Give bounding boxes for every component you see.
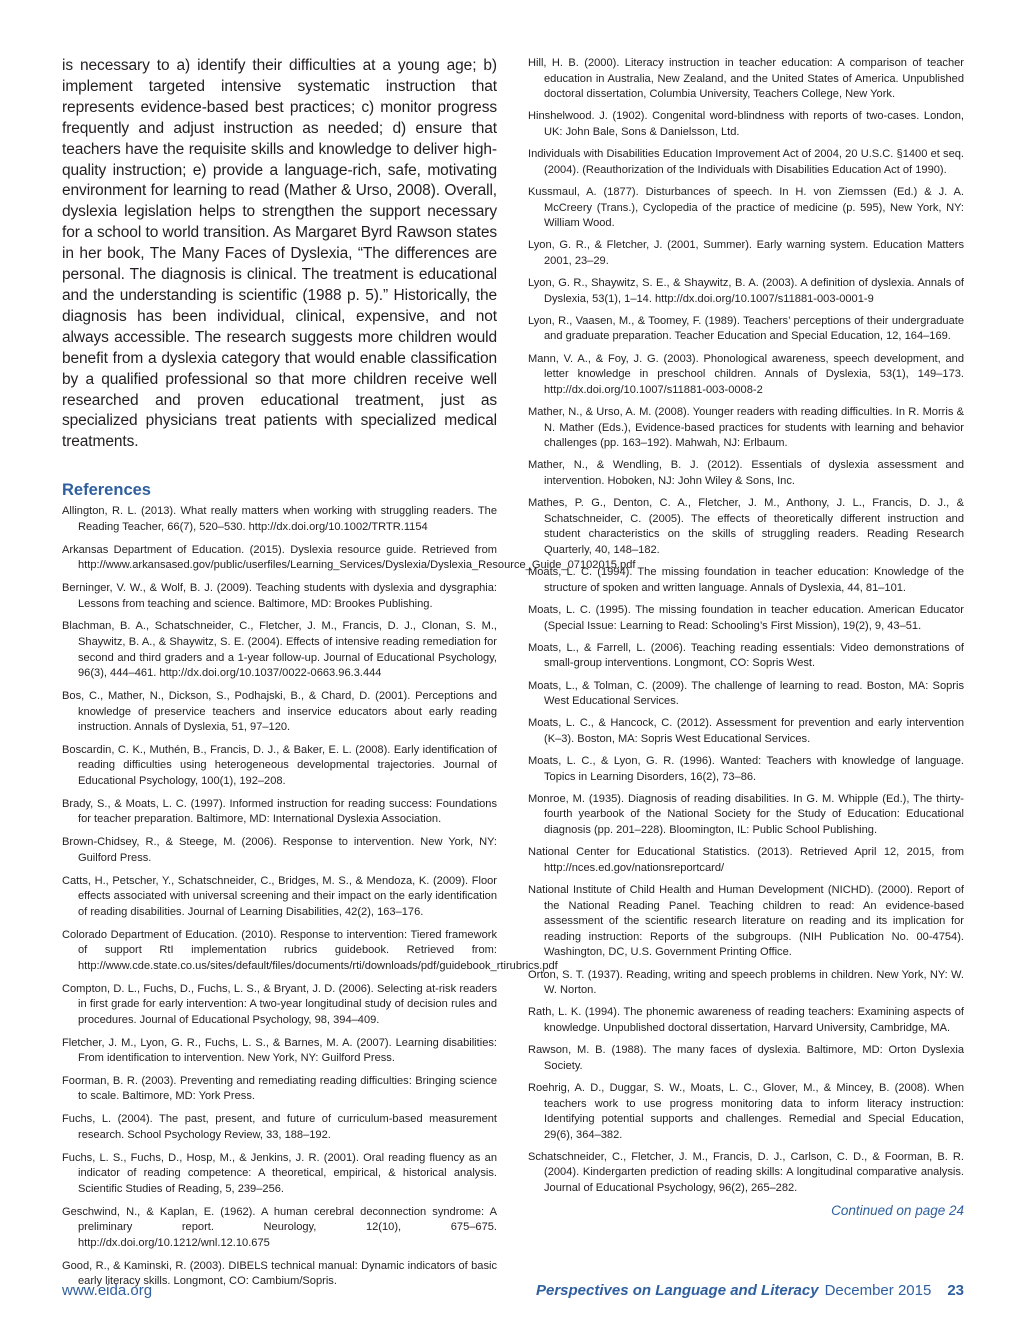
left-column	[62, 56, 636, 1297]
reference-entry: Moats, L. C., & Hancock, C. (2012). Assessment for prevention and early intervention (K–3). Boston, MA: Sopris West Educational Services.	[528, 717, 964, 745]
footer-issue-date: December 2015	[824, 1282, 932, 1299]
right-column	[528, 56, 964, 1218]
page-number: 23	[947, 1282, 964, 1299]
reference-entry: Rath, L. K. (1994). The phonemic awareness of reading teachers: Examining aspects of knowledge. Unpublished doctoral dissertation, Harvard University, Cambridge, MA.	[528, 1006, 964, 1034]
reference-entry: Kussmaul, A. (1877). Disturbances of speech. In H. von Ziemssen (Ed.) & J. A. McCreery (Trans.), Cyclopedia of the practice of medicine (p. 595), New York, NY: William Wood.	[528, 185, 964, 230]
reference-entry: Allington, R. L. (2013). What really matters when working with struggling readers. The Reading Teacher, 66(7), 520–530. http://dx.doi.org/10.1002/TRTR.1154	[62, 505, 497, 533]
reference-entry: Lyon, G. R., Shaywitz, S. E., & Shaywitz, B. A. (2003). A definition of dyslexia. Annals of Dyslexia, 53(1), 1–14. http://dx.doi.org/10.1007/s11881-003-0001-9	[528, 277, 964, 305]
reference-entry: Schatschneider, C., Fletcher, J. M., Francis, D. J., Carlson, C. D., & Foorman, B. R. (2004). Kindergarten prediction of reading skills: A longitudinal comparative analysis. Journal of Educational Psychology, 96(2), 265–282.	[528, 1150, 964, 1195]
reference-entry: Berninger, V. W., & Wolf, B. J. (2009). Teaching students with dyslexia and dysgraphia: Lessons from teaching and science. Baltimore, MD: Brookes Publishing.	[62, 581, 497, 610]
reference-entry: Lyon, G. R., & Fletcher, J. (2001, Summer). Early warning system. Education Matters 2001, 23–29.	[528, 239, 964, 267]
reference-entry: Fuchs, L. (2004). The past, present, and future of curriculum-based measurement research. School Psychology Review, 33, 188–192.	[62, 1113, 497, 1141]
reference-entry: National Center for Educational Statistics. (2013). Retrieved April 12, 2015, from http://nces.ed.gov/nationsreportcard/	[528, 846, 964, 874]
reference-entry: National Institute of Child Health and Human Development (NICHD). (2000). Report of the National Reading Panel. Teaching children to read: An evidence-based assessment of the scientific research literature on reading and its implication for reading instruction: Reports of the subgroups. (NIH Publication No. 00-4754). Washington, DC, U.S. Government Printing Office.	[528, 884, 964, 959]
reference-entry: Compton, D. L., Fuchs, D., Fuchs, L. S., & Bryant, J. D. (2006). Selecting at-risk readers in first grade for early intervention: A two-year longitudinal study of decision rules and procedures. Journal of Educational Psychology, 98, 394–409.	[62, 982, 497, 1026]
reference-entry: Orton, S. T. (1937). Reading, writing and speech problems in children. New York, NY: W. W. Norton.	[528, 968, 964, 997]
reference-entry: Geschwind, N., & Kaplan, E. (1962). A human cerebral deconnection syndrome: A preliminary report. Neurology, 12(10), 675–675. http://dx.doi.org/10.1212/wnl.12.10.675	[62, 1205, 497, 1249]
page-footer	[62, 1282, 964, 1306]
reference-entry: Hill, H. B. (2000). Literacy instruction in teacher education: A comparison of teacher education in Australia, New Zealand, and the United States of America. Unpublished doctoral dissertation, Columbia University, Teachers College, New York.	[528, 57, 964, 101]
reference-entry: Mather, N., & Wendling, B. J. (2012). Essentials of dyslexia assessment and intervention. Hoboken, NJ: John Wiley & Sons, Inc.	[528, 459, 964, 487]
reference-entry: Blachman, B. A., Schatschneider, C., Fletcher, J. M., Francis, D. J., Clonan, S. M., Shaywitz, B. A., & Shaywitz, S. E. (2004). Effects of intensive reading remediation for second and third graders and a 1-year follow-up. Journal of Educational Psychology, 96(3), 444–461. http://dx.doi.org/10.1037/0022-0663.96.3.444	[62, 620, 497, 680]
reference-entry: Fletcher, J. M., Lyon, G. R., Fuchs, L. S., & Barnes, M. A. (2007). Learning disabilities: From identification to intervention. New York, NY: Guilford Press.	[62, 1036, 497, 1065]
reference-entry: Roehrig, A. D., Duggar, S. W., Moats, L. C., Glover, M., & Mincey, B. (2008). When teachers work to use progress monitoring data to inform literacy instruction: Identifying potential supports and challenges. Remedial and Special Education, 29(6), 364–382.	[528, 1081, 964, 1141]
reference-entry: Hinshelwood. J. (1902). Congenital word-blindness with reports of two-cases. London, UK: John Bale, Sons & Danielsson, Ltd.	[528, 110, 964, 138]
reference-entry: Moats, L., & Farrell, L. (2006). Teaching reading essentials: Video demonstrations of small-group interventions. Longmont, CO: Sopris West.	[528, 641, 964, 670]
reference-entry: Moats, L. C., & Lyon, G. R. (1996). Wanted: Teachers with knowledge of language. Topics in Learning Disorders, 16(2), 73–86.	[528, 755, 964, 783]
footer-publication	[536, 1282, 964, 1299]
reference-entry: Arkansas Department of Education. (2015). Dyslexia resource guide. Retrieved from http://www.arkansased.gov/public/userfiles/Learning_Services/Dyslexia/Dyslexia_Resource_Guide_07102015.pdf	[62, 543, 636, 572]
body-paragraph: is necessary to a) identify their difficulties at a young age; b) implement targeted intensive systematic instruction that represents evidence-based best practices; c) monitor progress frequently and adjust instruction as needed; d) ensure that teachers have the requisite skills and knowledge to deliver high-quality instruction; e) provide a language-rich, safe, motivating environment for learning to read (Mather & Urso, 2008). Overall, dyslexia legislation helps to strengthen the support necessary for a school to world transition. As Margaret Byrd Rawson states in her book, The Many Faces of Dyslexia, “The differences are personal. The diagnosis is clinical. The treatment is educational and the understanding is scientific (1988 p. 5).” Historically, the diagnosis has been individual, clinical, expensive, and not always accessible. The research suggests more children would benefit from a dyslexia category that would enable classification by a qualified professional so that more children receive well researched and proven educational treatment, just as specialized physicians treat patients with specialized medical treatments.	[62, 57, 497, 451]
reference-entry: Moats, L. C. (1994). The missing foundation in teacher education: Knowledge of the structure of spoken and written language. Annals of Dyslexia, 44, 81–101.	[528, 566, 964, 594]
reference-entry: Bos, C., Mather, N., Dickson, S., Podhajski, B., & Chard, D. (2001). Perceptions and knowledge of preservice teachers and inservice educators about early reading instruction. Annals of Dyslexia, 51, 97–120.	[62, 689, 497, 734]
reference-list-left	[62, 504, 636, 1290]
reference-list-right	[528, 56, 964, 1197]
footer-url[interactable]: www.eida.org	[62, 1282, 153, 1299]
reference-entry: Moats, L. C. (1995). The missing foundation in teacher education. American Educator (Special Issue: Learning to Read: Schooling’s First Mission), 19(2), 9, 43–51.	[528, 603, 964, 632]
reference-entry: Fuchs, L. S., Fuchs, D., Hosp, M., & Jenkins, J. R. (2001). Oral reading fluency as an indicator of reading competence: A theoretical, empirical, & historical analysis. Scientific Studies of Reading, 5, 239–256.	[62, 1151, 497, 1195]
reference-entry: Monroe, M. (1935). Diagnosis of reading disabilities. In G. M. Whipple (Ed.), The thirty-fourth yearbook of the National Society for the Study of Education: Educational diagnosis (pp. 201–228). Bloomington, IL: Public School Publishing.	[528, 792, 964, 837]
reference-entry: Boscardin, C. K., Muthén, B., Francis, D. J., & Baker, E. L. (2008). Early identification of reading difficulties using heterogeneous developmental trajectories. Journal of Educational Psychology, 100(1), 192–208.	[62, 743, 497, 788]
reference-entry: Catts, H., Petscher, Y., Schatschneider, C., Bridges, M. S., & Mendoza, K. (2009). Floor effects associated with universal screening and their impact on the early identification of reading disabilities. Journal of Learning Disabilities, 42(2), 163–176.	[62, 874, 497, 918]
references-heading: References	[62, 481, 151, 500]
footer-journal-title: Perspectives on Language and Literacy	[535, 1282, 819, 1299]
reference-entry: Good, R., & Kaminski, R. (2003). DIBELS technical manual: Dynamic indicators of basic early literacy skills. Longmont, CO: Cambium/Sopris.	[62, 1259, 497, 1288]
continued-note: Continued on page 24	[831, 1203, 964, 1219]
reference-entry: Mathes, P. G., Denton, C. A., Fletcher, J. M., Anthony, J. L., Francis, D. J., & Schatschneider, C. (2005). The effects of theoretically different instruction and student characteristics on the skills of struggling readers. Reading Research Quarterly, 40, 148–182.	[528, 497, 964, 556]
reference-entry: Individuals with Disabilities Education Improvement Act of 2004, 20 U.S.C. §1400 et seq. (2004). (Reauthorization of the Individuals with Disabilities Education Act of 1990).	[528, 148, 964, 176]
reference-entry: Foorman, B. R. (2003). Preventing and remediating reading difficulties: Bringing science to scale. Baltimore, MD: York Press.	[62, 1074, 497, 1103]
reference-entry: Colorado Department of Education. (2010). Response to intervention: Tiered framework of support RtI implementation rubrics guidebook. Retrieved from: http://www.cde.state.co.us/sites/default/files/documents/rti/downloads/pdf/guidebook_rtirubrics.pdf	[62, 928, 558, 972]
reference-entry: Mann, V. A., & Foy, J. G. (2003). Phonological awareness, speech development, and letter knowledge in preschool children. Annals of Dyslexia, 53(1), 149–173. http://dx.doi.org/10.1007/s11881-003-0008-2	[528, 352, 964, 396]
reference-entry: Brady, S., & Moats, L. C. (1997). Informed instruction for reading success: Foundations for teacher preparation. Baltimore, MD: International Dyslexia Association.	[62, 797, 497, 826]
reference-entry: Rawson, M. B. (1988). The many faces of dyslexia. Baltimore, MD: Orton Dyslexia Society.	[528, 1044, 964, 1072]
reference-entry: Brown-Chidsey, R., & Steege, M. (2006). Response to intervention. New York, NY: Guilford Press.	[62, 836, 497, 864]
reference-entry: Lyon, R., Vaasen, M., & Toomey, F. (1989). Teachers’ perceptions of their undergraduate and graduate preparation. Teacher Education and Special Education, 12, 164–169.	[528, 314, 964, 343]
reference-entry: Mather, N., & Urso, A. M. (2008). Younger readers with reading difficulties. In R. Morris & N. Mather (Eds.), Evidence-based practices for students with learning and behavior challenges (pp. 163–192). Mahwah, NJ: Erlbaum.	[528, 406, 964, 450]
reference-entry: Moats, L., & Tolman, C. (2009). The challenge of learning to read. Boston, MA: Sopris West Educational Services.	[528, 679, 964, 708]
